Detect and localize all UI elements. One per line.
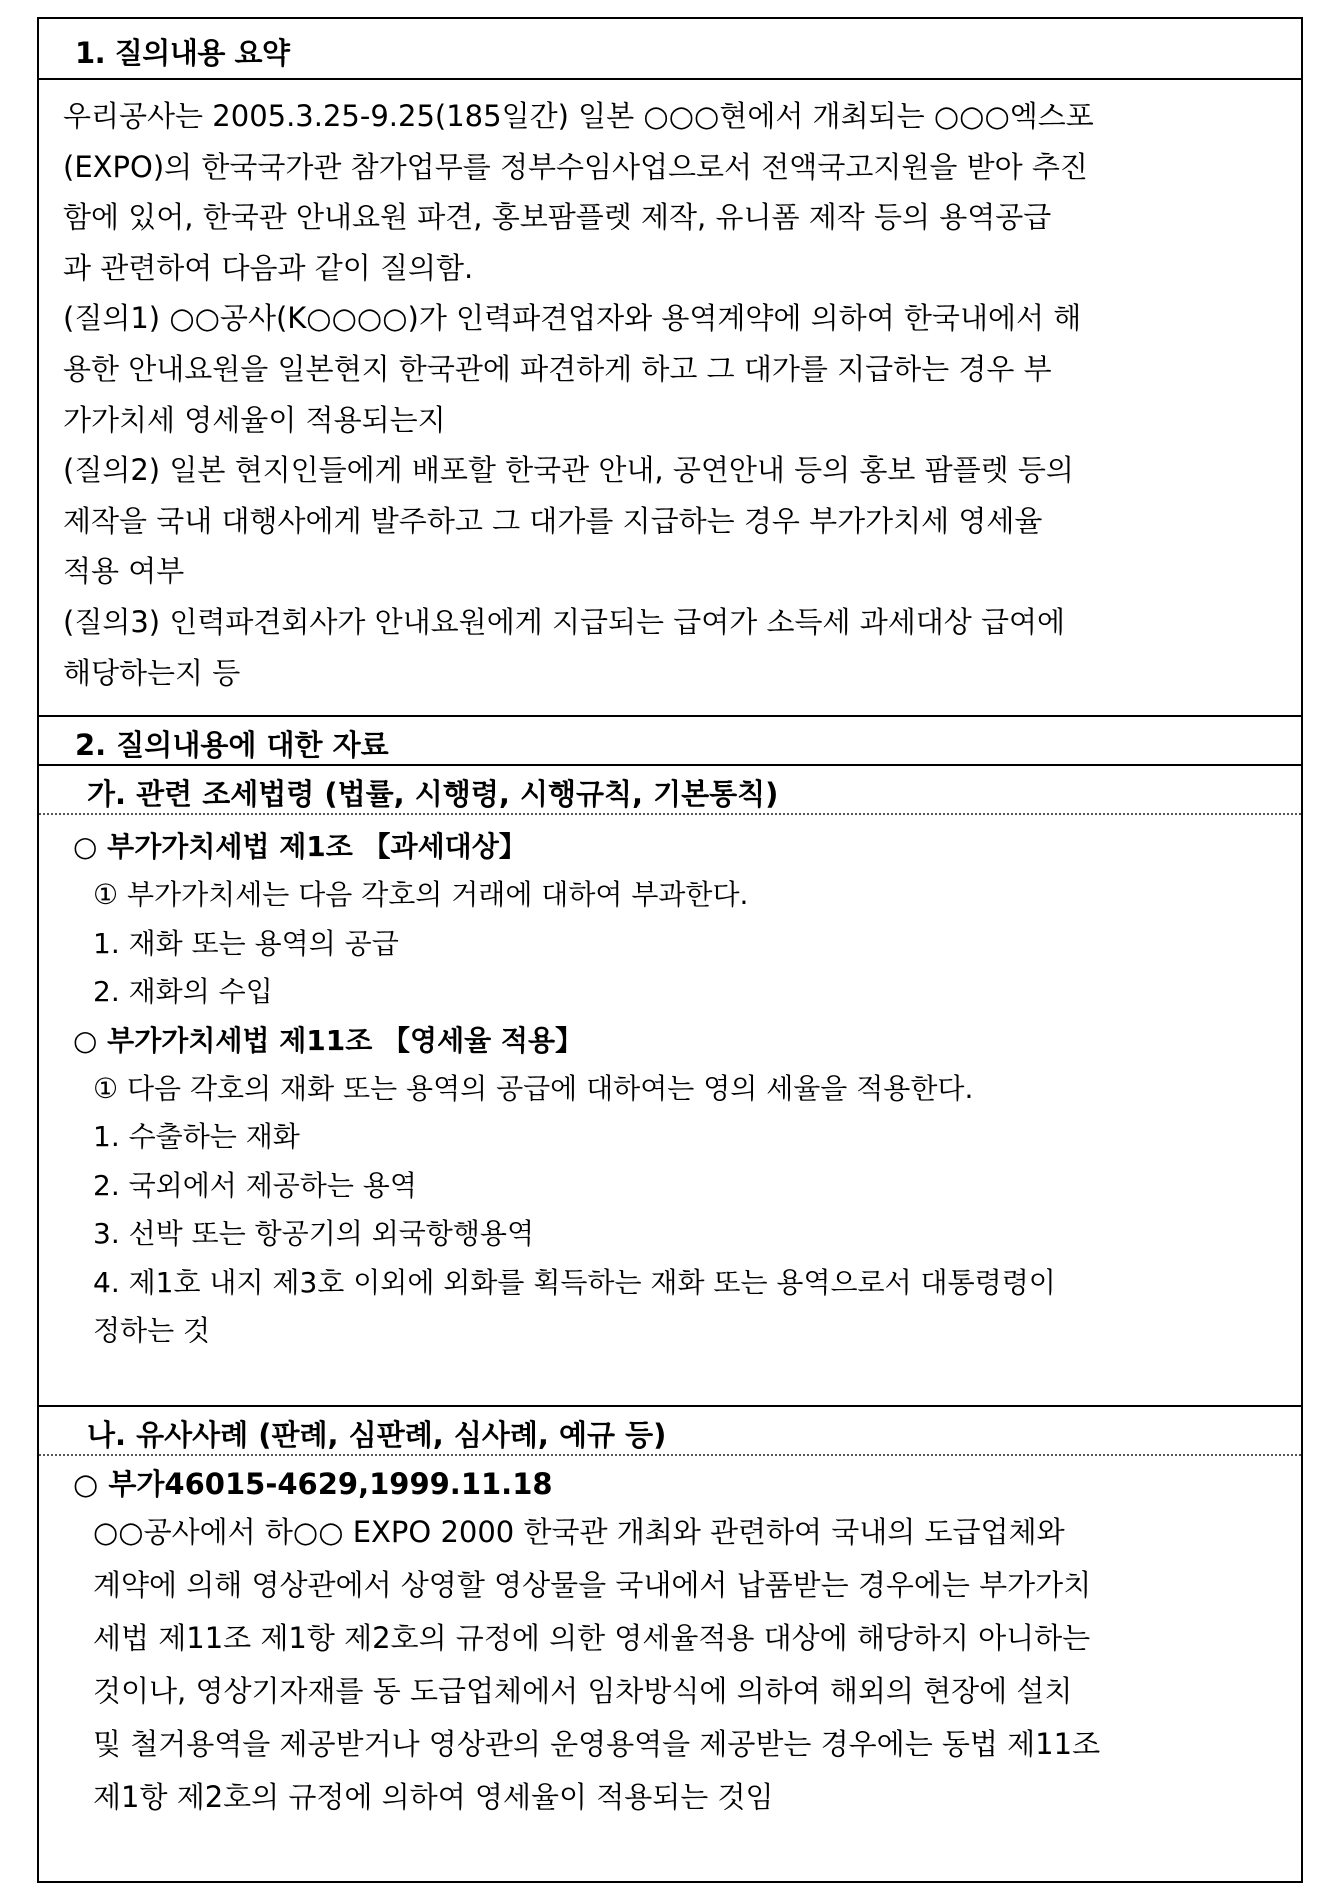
case-line: 및 철거용역을 제공받거나 영상관의 운영용역을 제공받는 경우에는 동법 제11조: [93, 1727, 1101, 1761]
case-line: 세법 제11조 제1항 제2호의 규정에 의한 영세율적용 대상에 해당하지 아니하는: [93, 1621, 1091, 1655]
section1-line: 적용 여부: [63, 554, 185, 589]
section1-line: (EXPO)의 한국국가관 참가업무를 정부수임사업으로서 전액국고지원을 받아 추진: [63, 149, 1088, 184]
section1-line: 해당하는지 등: [63, 655, 241, 690]
law2-item: 2. 국외에서 제공하는 용역: [93, 1168, 417, 1202]
case-line: 것이나, 영상기자재를 동 도급업체에서 임차방식에 의하여 해외의 현장에 설치: [93, 1674, 1073, 1708]
law1-item: ① 부가가치세는 다음 각호의 거래에 대하여 부과한다.: [93, 878, 749, 911]
section2-title: 2. 질의내용에 대한 자료: [39, 717, 1301, 766]
ruling-document: [37, 17, 1303, 1883]
section1-line: 제작을 국내 대행사에게 발주하고 그 대가를 지급하는 경우 부가가치세 영세율: [63, 503, 1043, 538]
related-laws: [39, 815, 1301, 1407]
law1-title: ○ 부가가치세법 제1조 【과세대상】: [73, 830, 527, 863]
section1-line: (질의2) 일본 현지인들에게 배포할 한국관 안내, 공연안내 등의 홍보 팜플렛 등의: [63, 453, 1074, 488]
section1-line: 용한 안내요원을 일본현지 한국관에 파견하게 하고 그 대가를 지급하는 경우 부: [63, 351, 1052, 386]
subsection-b-title: 나. 유사사례 (판례, 심판례, 심사례, 예규 등): [39, 1407, 1301, 1456]
law1-item: 2. 재화의 수입: [93, 975, 273, 1008]
section1-line: 과 관련하여 다음과 같이 질의함.: [63, 250, 474, 285]
section1-body: [39, 80, 1301, 717]
section1-line: 가가치세 영세율이 적용되는지: [63, 402, 446, 437]
case-line: 제1항 제2호의 규정에 의하여 영세율이 적용되는 것임: [93, 1780, 774, 1814]
case-line: 계약에 의해 영상관에서 상영할 영상물을 국내에서 납품받는 경우에는 부가가치: [93, 1568, 1092, 1602]
similar-case: [39, 1456, 1301, 1824]
law2-item: 정하는 것: [93, 1314, 211, 1347]
case-line: ○○공사에서 하○○ EXPO 2000 한국관 개최와 관련하여 국내의 도급업체와: [93, 1515, 1065, 1549]
case-title: ○ 부가46015-4629,1999.11.18: [73, 1467, 553, 1501]
section1-line: (질의3) 인력파견회사가 안내요원에게 지급되는 급여가 소득세 과세대상 급여에: [63, 604, 1066, 639]
law1-item: 1. 재화 또는 용역의 공급: [93, 926, 399, 960]
law2-item: 4. 제1호 내지 제3호 이외에 외화를 획득하는 재화 또는 용역으로서 대통령령이: [93, 1265, 1056, 1299]
law2-item: ① 다음 각호의 재화 또는 용역의 공급에 대하여는 영의 세율을 적용한다.: [93, 1071, 974, 1105]
section1-line: 우리공사는 2005.3.25-9.25(185일간) 일본 ○○○현에서 개최되는 ○○○엑스포: [63, 99, 1094, 133]
section1-title: 1. 질의내용 요약: [39, 19, 1301, 80]
law2-title: ○ 부가가치세법 제11조 【영세율 적용】: [73, 1023, 584, 1057]
law2-item: 3. 선박 또는 항공기의 외국항행용역: [93, 1217, 534, 1250]
section1-line: (질의1) ○○공사(K○○○○)가 인력파견업자와 용역계약에 의하여 한국내에서 해: [63, 301, 1082, 336]
case-body: [73, 1506, 1265, 1824]
law2-item: 1. 수출하는 재화: [93, 1120, 300, 1153]
subsection-a-title: 가. 관련 조세법령 (법률, 시행령, 시행규칙, 기본통칙): [39, 766, 1301, 815]
section1-line: 함에 있어, 한국관 안내요원 파견, 홍보팜플렛 제작, 유니폼 제작 등의 용역공급: [63, 200, 1052, 235]
